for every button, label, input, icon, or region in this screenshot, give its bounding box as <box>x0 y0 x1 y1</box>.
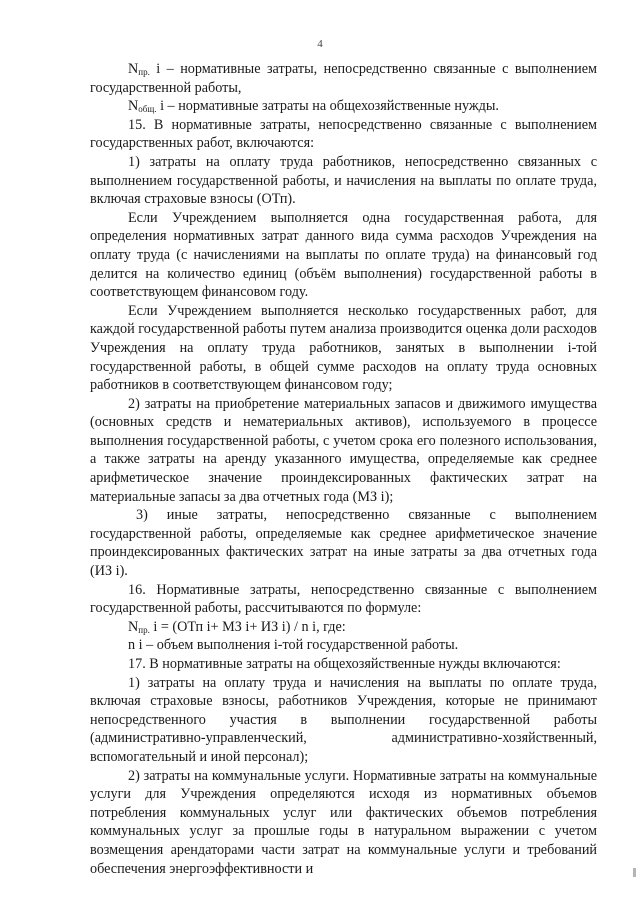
clause-17-item-2: 2) затраты на коммунальные услуги. Нормативные затраты на коммунальные услуги для Учреждения определяются исходя из нормативных объемов потребления коммунальных услуг или фактических объемов потребления коммунальных услуг за прошлые годы в натуральном выражении с учетом возмещения арендаторами части затрат на коммунальные услуги и требований обеспечения энергоэффективности и <box>90 767 597 877</box>
document-body <box>90 60 597 878</box>
paragraph-single-work: Если Учреждением выполняется одна государственная работа, для определения нормативных затрат данного вида сумма расходов Учреждения на оплату труда (с начислениями на выплаты по оплате труда) на финансовый год делится на количество единиц (объём выполнения) государственной работы в соответствующем финансовом году. <box>90 209 597 301</box>
clause-16: 16. Нормативные затраты, непосредственно связанные с выполнением государственной работы, рассчитываются по формуле: <box>90 581 597 617</box>
clause-17: 17. В нормативные затраты на общехозяйственные нужды включаются: <box>128 656 561 672</box>
clause-15: 15. В нормативные затраты, непосредственно связанные с выполнением государственных работ, включаются: <box>90 116 597 152</box>
n-obsh-text: i – нормативные затраты на общехозяйственные нужды. <box>156 98 499 115</box>
formula <box>90 618 597 637</box>
clause-15-item-1: 1) затраты на оплату труда работников, непосредственно связанных с выполнением государственной работы, и начисления на выплаты по оплате труда, включая страховые взносы (ОТп). <box>90 153 597 208</box>
n-obsh-symbol: N <box>128 98 139 115</box>
paragraph-multiple-works: Если Учреждением выполняется несколько государственных работ, для каждой государственной работы путем анализа производится оценка доли расходов Учреждения на оплату труда работников, занятых в выполнении i-той государственной работы, в общей сумме расходов на оплату труда основных работников в соответствующем финансовом году; <box>90 302 597 394</box>
clause-15-item-2: 2) затраты на приобретение материальных запасов и движимого имущества (основных средств и нематериальных активов), используемого в процессе выполнения государственной работы, с учетом срока его полезного использования, а также затраты на аренду указанного имущества, определяемые как среднее арифметическое значение проиндексированных фактических затрат на материальные запасы за два отчетных года (МЗ i); <box>90 395 597 505</box>
definition-n-i: n i – объем выполнения i-той государственной работы. <box>128 637 459 654</box>
n-obsh-subscript: общ. <box>138 104 157 115</box>
clause-17-item-1: 1) затраты на оплату труда и начисления на выплаты по оплате труда, включая страховые взносы, работников Учреждения, которые не принимают непосредственного участия в выполнении государственной работы (административно-управленческий, административно-хозяйственный, вспомогательный и иной персонал); <box>90 674 597 765</box>
definition-n-obsh <box>90 97 597 116</box>
n-pr-subscript: пр. <box>138 67 150 77</box>
definition-n-pr <box>90 60 597 97</box>
formula-text: i = (ОТп i+ МЗ i+ ИЗ i) / n i, где: <box>149 618 346 635</box>
formula-symbol: N <box>128 618 139 635</box>
scan-edge-mark <box>633 868 636 877</box>
n-pr-symbol: N <box>128 61 139 77</box>
formula-subscript: пр. <box>138 624 150 635</box>
clause-15-item-3: 3) иные затраты, непосредственно связанные с выполнением государственной работы, определяемые как среднее арифметическое значение проиндексированных фактических затрат на иные затраты за два отчетных года (ИЗ i). <box>90 507 597 580</box>
page-number: 4 <box>317 38 323 50</box>
n-pr-text: i – нормативные затраты, непосредственно связанные с выполнением государственной работы, <box>90 61 597 96</box>
